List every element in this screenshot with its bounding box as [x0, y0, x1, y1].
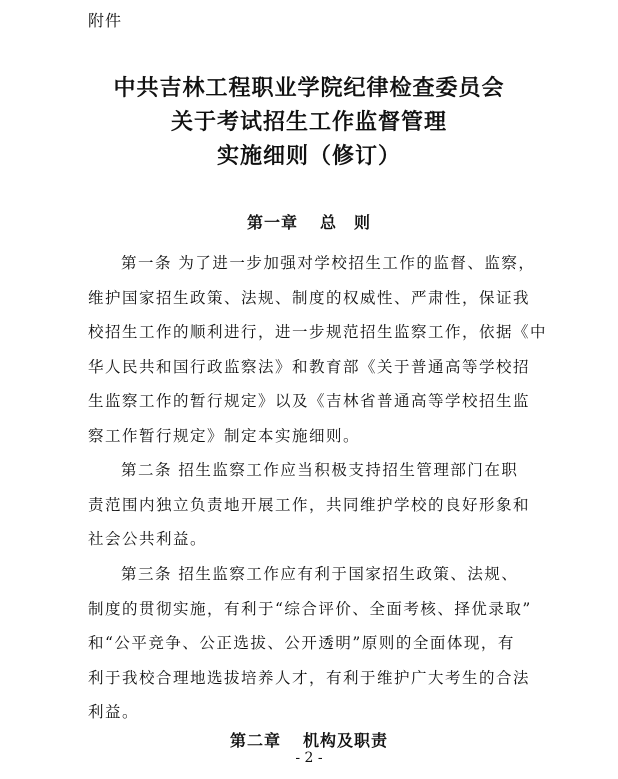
- title-line-1: 中共吉林工程职业学院纪律检查委员会: [113, 76, 505, 101]
- article-2-line: 责范围内独立负责地开展工作，共同维护学校的良好形象和: [88, 495, 531, 514]
- document-title: [0, 72, 618, 174]
- attachment-label: 附件: [88, 11, 123, 30]
- page-number: - 2 -: [295, 750, 323, 766]
- article-1-line: 华人民共和国行政监察法》和教育部《关于普通高等学校招: [88, 357, 531, 376]
- article-2-line: 第二条 招生监察工作应当积极支持招生管理部门在职: [121, 461, 519, 479]
- article-3-line: 利益。: [88, 703, 140, 721]
- chapter-2-heading: [0, 728, 618, 751]
- chapter-1-heading: [0, 210, 618, 233]
- article-3-line: 利于我校合理地选拔培养人才，有利于维护广大考生的合法: [88, 668, 531, 687]
- article-1-line: 察工作暂行规定》制定本实施细则。: [88, 426, 361, 445]
- title-line-2: 关于考试招生工作监督管理: [170, 110, 447, 135]
- chapter-2-name: 机构及职责: [303, 731, 389, 750]
- article-3: [88, 557, 534, 730]
- article-1: [88, 246, 548, 453]
- article-2-line: 社会公共利益。: [88, 530, 208, 548]
- title-line-3: 实施细则（修订）: [216, 144, 401, 169]
- article-1-line: 维护国家招生政策、法规、制度的权威性、严肃性，保证我: [88, 288, 531, 307]
- article-1-line: 生监察工作的暂行规定》以及《吉林省普通高等学校招生监: [88, 392, 531, 410]
- article-1-line: 校招生工作的顺利进行，进一步规范招生监察工作，依据《中: [88, 323, 548, 341]
- article-3-line: 和“公平竞争、公正选拔、公开透明”原则的全面体现，有: [88, 634, 515, 652]
- chapter-1-number: 第一章: [246, 213, 298, 232]
- chapter-1-name: 总 则: [320, 213, 372, 232]
- article-1-line: 第一条 为了进一步加强对学校招生工作的监督、监察，: [121, 254, 536, 272]
- article-3-line: 第三条 招生监察工作应有利于国家招生政策、法规、: [121, 565, 519, 583]
- article-3-line: 制度的贯彻实施，有利于“综合评价、全面考核、择优录取”: [88, 599, 532, 618]
- article-2: [88, 453, 534, 557]
- chapter-2-number: 第二章: [229, 731, 281, 750]
